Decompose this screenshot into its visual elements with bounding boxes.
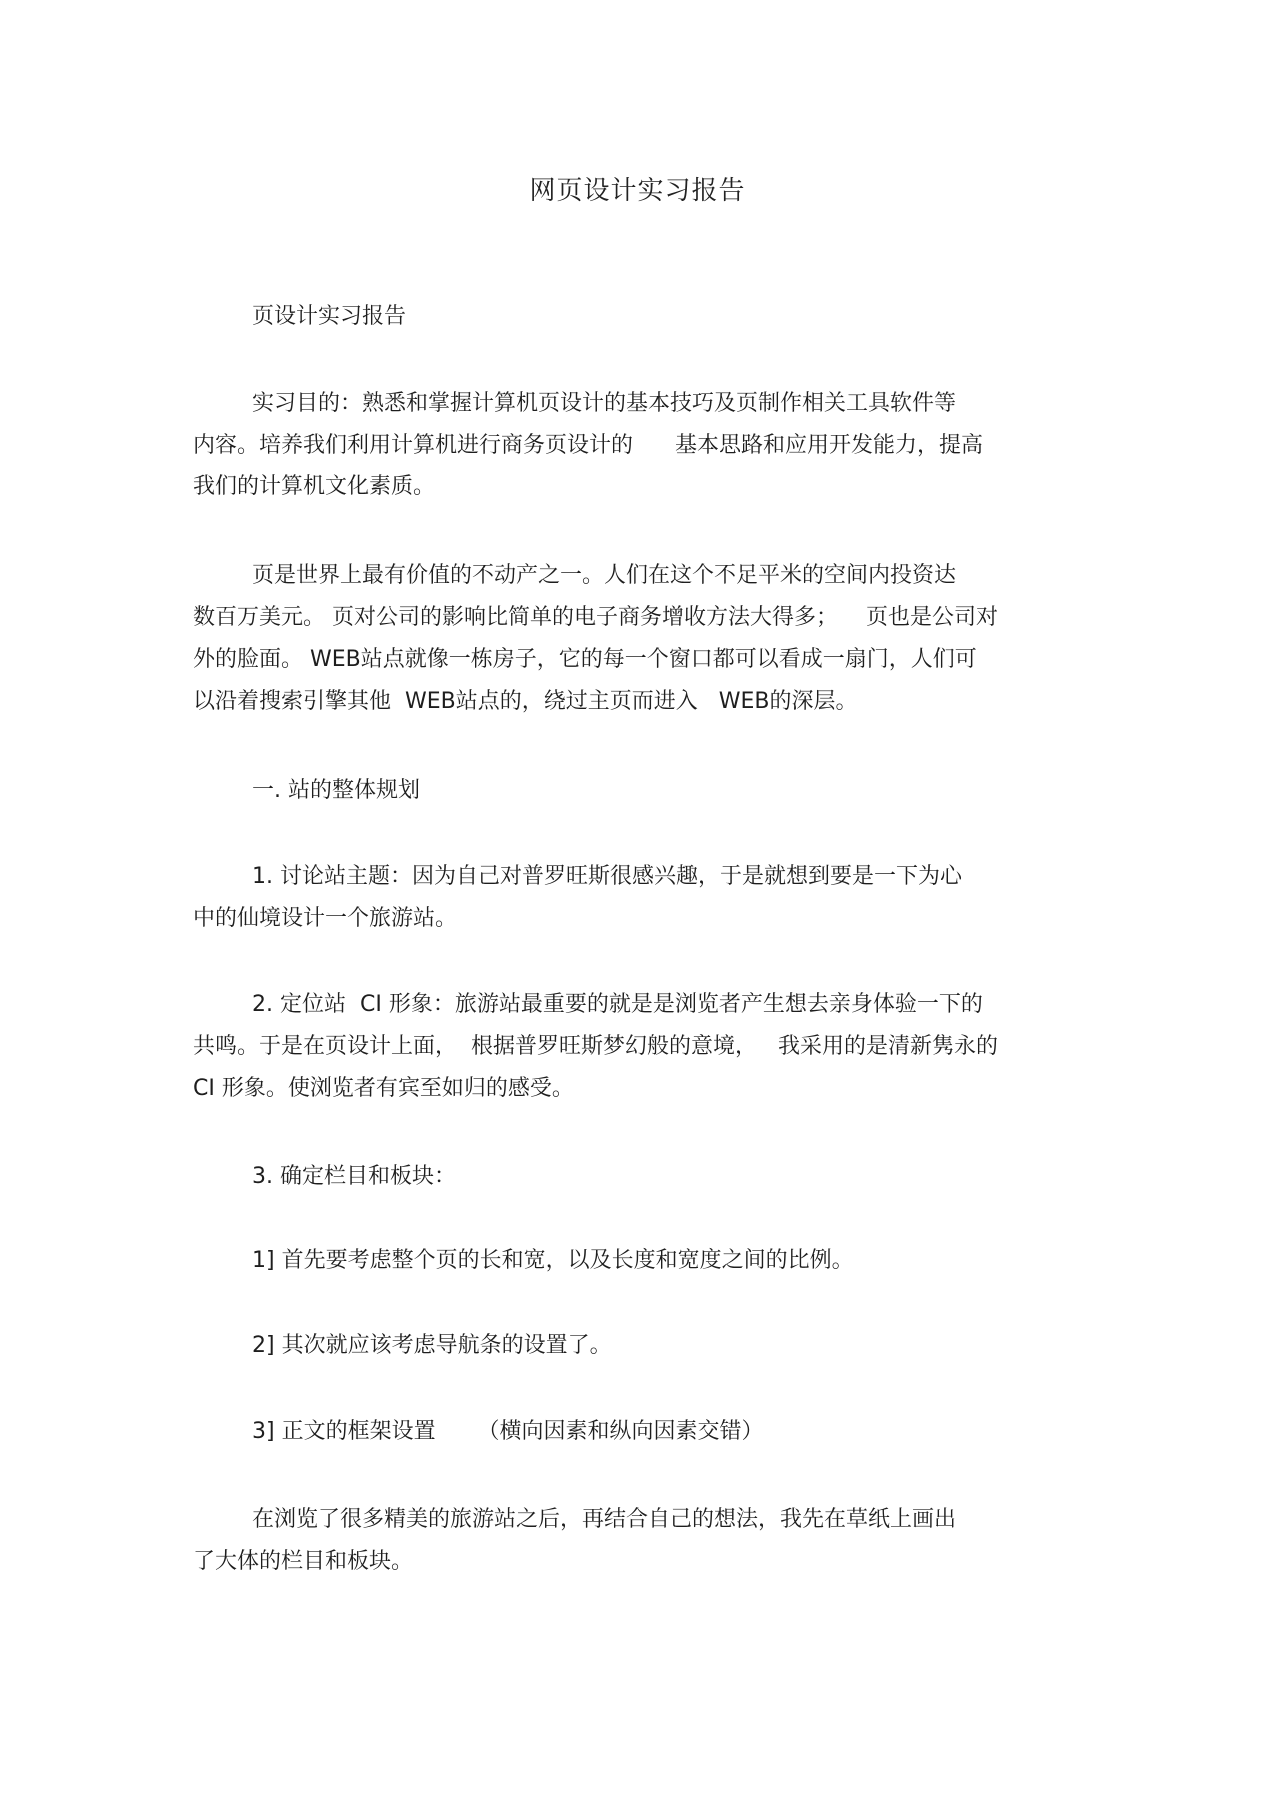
paragraph-line: 数百万美元。 页对公司的影响比简单的电子商务增收方法大得多； 页也是公司对 (193, 605, 998, 630)
list-item: 1] 首先要考虑整个页的长和宽，以及长度和宽度之间的比例。 (252, 1248, 854, 1273)
list-item: 3] 正文的框架设置 （横向因素和纵向因素交错） (252, 1419, 764, 1444)
paragraph-line: 页设计实习报告 (252, 304, 407, 329)
paragraph-line: 中的仙境设计一个旅游站。 (193, 906, 458, 931)
paragraph-line: 我们的计算机文化素质。 (193, 474, 436, 499)
section-heading: 一. 站的整体规划 (252, 778, 420, 803)
paragraph-line: CI 形象。使浏览者有宾至如归的感受。 (193, 1076, 574, 1101)
paragraph-line: 外的脸面。 WEB站点就像一栋房子，它的每一个窗口都可以看成一扇门，人们可 (193, 647, 977, 672)
paragraph-line: 了大体的栏目和板块。 (193, 1549, 414, 1574)
paragraph-line: 实习目的：熟悉和掌握计算机页设计的基本技巧及页制作相关工具软件等 (252, 391, 957, 416)
paragraph-line: 在浏览了很多精美的旅游站之后，再结合自己的想法，我先在草纸上画出 (252, 1507, 957, 1532)
paragraph-line: 1. 讨论站主题：因为自己对普罗旺斯很感兴趣，于是就想到要是一下为心 (252, 864, 962, 889)
paragraph-line: 3. 确定栏目和板块： (252, 1164, 456, 1189)
paragraph-line: 共鸣。于是在页设计上面， 根据普罗旺斯梦幻般的意境， 我采用的是清新隽永的 (193, 1034, 998, 1059)
paragraph-line: 内容。培养我们利用计算机进行商务页设计的 基本思路和应用开发能力，提高 (193, 433, 983, 458)
paragraph-line: 以沿着搜索引擎其他 WEB站点的，绕过主页而进入 WEB的深层。 (193, 689, 858, 714)
paragraph-line: 页是世界上最有价值的不动产之一。人们在这个不足平米的空间内投资达 (252, 563, 957, 588)
paragraph-line: 2. 定位站 CI 形象：旅游站最重要的就是是浏览者产生想去亲身体验一下的 (252, 992, 983, 1017)
document-title: 网页设计实习报告 (529, 176, 746, 206)
list-item: 2] 其次就应该考虑导航条的设置了。 (252, 1333, 612, 1358)
